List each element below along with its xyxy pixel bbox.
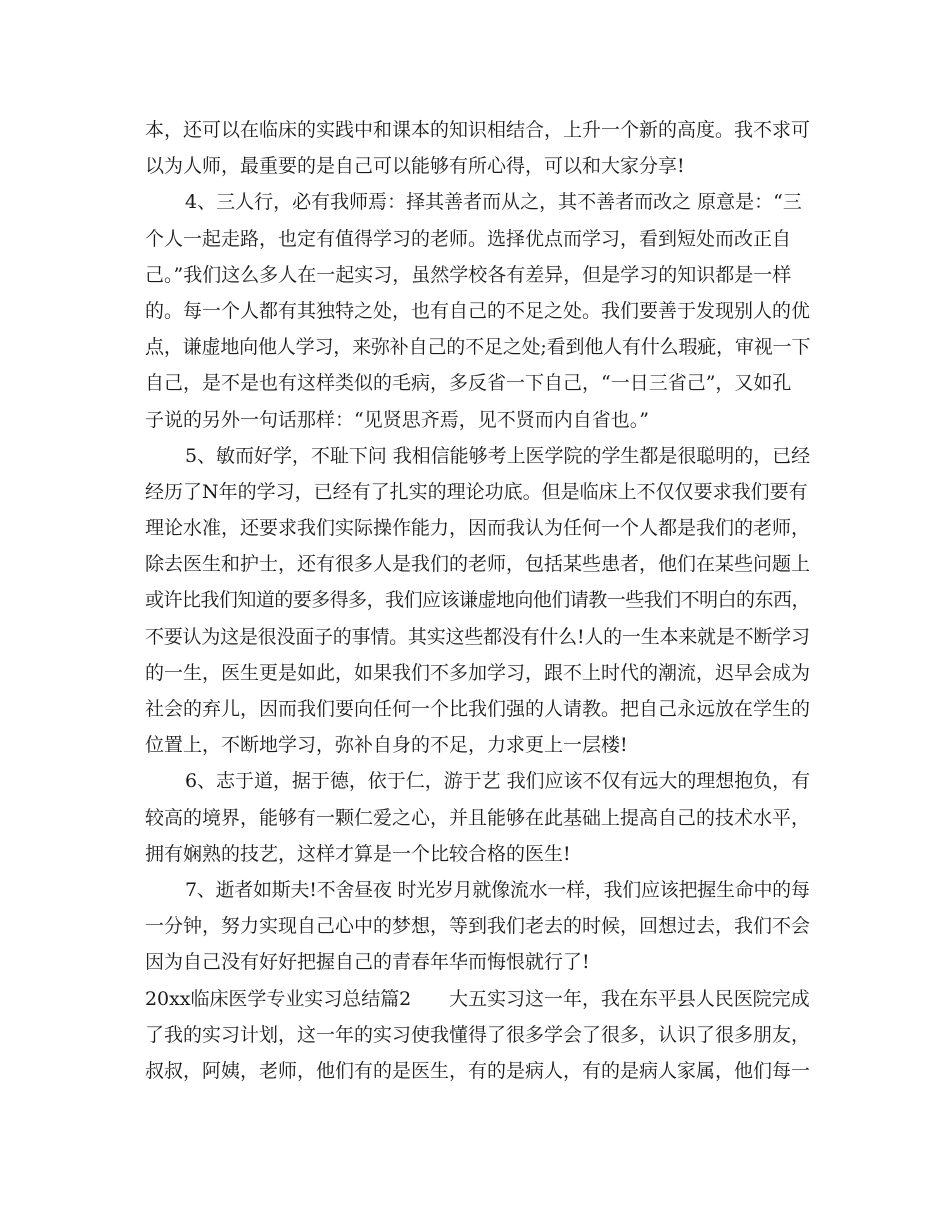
text-line: 自己，是不是也有这样类似的毛病，多反省一下自己，“一日三省己”，又如孔 (145, 372, 792, 395)
text-line: 4、三人行，必有我师焉：择其善者而从之，其不善者而改之 原意是：“三 (185, 191, 802, 214)
text-line: 以为人师，最重要的是自己可以能够有所心得，可以和大家分享! (145, 155, 685, 178)
text-line: 拥有娴熟的技艺，这样才算是一个比较合格的医生! (145, 842, 571, 865)
text-line: 或许比我们知道的要多得多，我们应该谦虚地向他们请教一些我们不明白的东西， (145, 589, 810, 612)
text-line: 子说的另外一句话那样：“见贤思齐焉，见不贤而内自省也。” (145, 408, 649, 431)
text-line: 了我的实习计划，这一年的实习使我懂得了很多学会了很多，认识了很多朋友， (145, 1023, 811, 1046)
document-body (145, 112, 810, 1089)
text-line: 除去医生和护士，还有很多人是我们的老师，包括某些患者，他们在某些问题上 (145, 553, 811, 576)
text-line: 一分钟，努力实现自己心中的梦想，等到我们老去的时候，回想过去，我们不会 (145, 915, 811, 938)
text-line: 本，还可以在临床的实践中和课本的知识相结合，上升一个新的高度。我不求可 (145, 119, 811, 141)
text-line: 5、敏而好学，不耻下问 我相信能够考上医学院的学生都是很聪明的，已经 (185, 444, 811, 467)
text-line: 的。每一个人都有其独特之处，也有自己的不足之处。我们要善于发现别人的优 (145, 299, 811, 322)
text-line: 个人一起走路，也定有值得学习的老师。选择优点而学习，看到短处而改正自 (145, 227, 792, 250)
text-line: 20xx临床医学专业实习总结篇2 大五实习这一年，我在东平县人民医院完成 (145, 987, 810, 1010)
text-line: 社会的弃儿，因而我们要向任何一个比我们强的人请教。把自己永远放在学生的 (145, 698, 811, 720)
text-line: 不要认为这是很没面子的事情。其实这些都没有什么!人的一生本来就是不断学习 (145, 625, 810, 648)
text-line: 己。”我们这么多人在一起实习，虽然学校各有差异，但是学习的知识都是一样 (145, 263, 792, 286)
text-line: 7、逝者如斯夫!不舍昼夜 时光岁月就像流水一样，我们应该把握生命中的每 (185, 878, 810, 901)
text-line: 的一生，医生更是如此，如果我们不多加学习，跟不上时代的潮流，迟早会成为 (145, 661, 811, 684)
text-line: 因为自己没有好好把握自己的青春年华而悔恨就行了! (145, 951, 590, 974)
text-line: 经历了N年的学习，已经有了扎实的理论功底。但是临床上不仅仅要求我们要有 (145, 480, 808, 503)
text-line: 6、志于道，据于德，依于仁，游于艺 我们应该不仅有远大的理想抱负，有 (185, 770, 811, 793)
text-line: 位置上，不断地学习，弥补自身的不足，力求更上一层楼! (145, 734, 628, 757)
text-line: 点，谦虚地向他人学习，来弥补自己的不足之处;看到他人有什么瑕疵，审视一下 (145, 336, 811, 359)
text-line: 较高的境界，能够有一颗仁爱之心，并且能够在此基础上提高自己的技术水平， (145, 806, 811, 829)
text-line: 理论水准，还要求我们实际操作能力，因而我认为任何一个人都是我们的老师， (145, 517, 811, 540)
text-line: 叔叔，阿姨，老师，他们有的是医生，有的是病人，有的是病人家属，他们每一 (145, 1059, 811, 1082)
